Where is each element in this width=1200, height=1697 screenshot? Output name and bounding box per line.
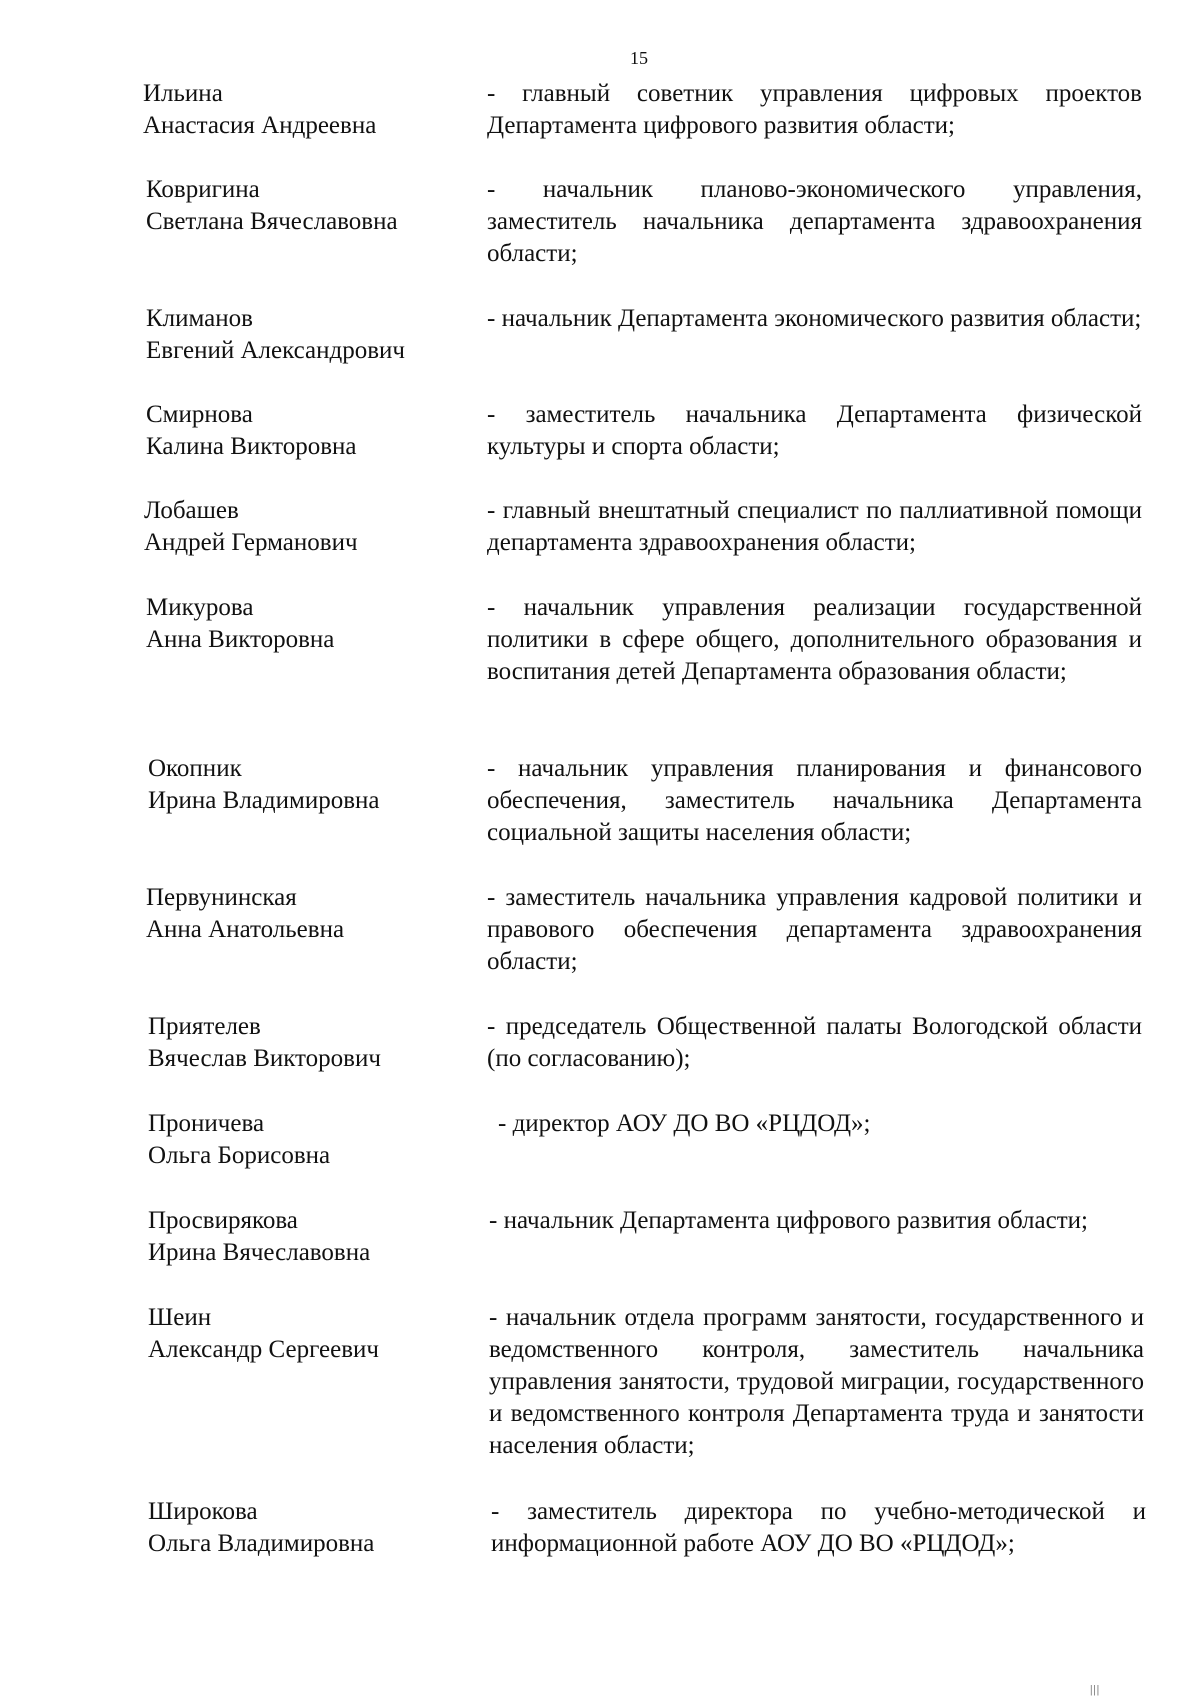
member-position: - заместитель начальника Департамента физической культуры и спорта области; xyxy=(487,401,1142,460)
member-given-names: Калина Викторовна xyxy=(146,433,357,460)
member-surname: Ильина xyxy=(143,80,223,107)
member-surname: Просвирякова xyxy=(148,1207,298,1234)
member-name xyxy=(148,1205,478,1269)
member-name xyxy=(146,399,476,463)
member-position: - главный внештатный специалист по паллиативной помощи департамента здравоохранения области; xyxy=(487,497,1142,556)
member-position: - начальник управления реализации государственной политики в сфере общего, дополнительного образования и воспитания детей Департамента образования области; xyxy=(487,594,1142,685)
page-number: 15 xyxy=(630,48,648,68)
member-name xyxy=(148,1108,478,1172)
member-given-names: Ирина Владимировна xyxy=(148,787,380,814)
member-name xyxy=(146,303,476,367)
member-position: - председатель Общественной палаты Вологодской области (по согласованию); xyxy=(487,1013,1142,1072)
member-surname: Приятелев xyxy=(148,1013,261,1040)
member-name xyxy=(143,78,473,142)
member-given-names: Ольга Владимировна xyxy=(148,1530,375,1557)
member-given-names: Вячеслав Викторович xyxy=(148,1045,381,1072)
member-name xyxy=(148,1011,478,1075)
member-surname: Широкова xyxy=(148,1498,258,1525)
member-given-names: Ирина Вячеславовна xyxy=(148,1239,371,1266)
member-position: - начальник отдела программ занятости, государственного и ведомственного контроля, заместитель начальника управления занятости, трудовой миграции, государственного и ведомственного контроля Департамента труда и занятости населения области; xyxy=(489,1304,1144,1459)
member-given-names: Анна Викторовна xyxy=(146,626,335,653)
member-name xyxy=(148,753,478,817)
member-surname: Смирнова xyxy=(146,401,253,428)
member-surname: Первунинская xyxy=(146,884,297,911)
member-position: - директор АОУ ДО ВО «РЦДОД»; xyxy=(498,1110,871,1137)
member-position: - начальник планово-экономического управления, заместитель начальника департамента здравоохранения области; xyxy=(487,176,1142,267)
member-name xyxy=(146,592,476,656)
member-name xyxy=(148,1302,478,1366)
member-surname: Лобашев xyxy=(144,497,239,524)
member-surname: Шеин xyxy=(148,1304,212,1331)
member-surname: Ковригина xyxy=(146,176,260,203)
member-position: - начальник управления планирования и финансового обеспечения, заместитель начальника Департамента социальной защиты населения области; xyxy=(487,755,1142,846)
member-name xyxy=(146,882,476,946)
member-surname: Окопник xyxy=(148,755,242,782)
member-given-names: Светлана Вячеславовна xyxy=(146,208,398,235)
member-position: - заместитель директора по учебно-методической и информационной работе АОУ ДО ВО «РЦДОД»; xyxy=(491,1498,1146,1557)
member-given-names: Анна Анатольевна xyxy=(146,916,345,943)
member-surname: Микурова xyxy=(146,594,254,621)
member-given-names: Евгений Александрович xyxy=(146,337,405,364)
member-position: - главный советник управления цифровых проектов Департамента цифрового развития области; xyxy=(487,80,1142,139)
member-given-names: Александр Сергеевич xyxy=(148,1336,379,1363)
member-surname: Проничева xyxy=(148,1110,265,1137)
member-name xyxy=(148,1496,478,1560)
member-position: - начальник Департамента экономического развития области; xyxy=(487,305,1142,332)
member-given-names: Анастасия Андреевна xyxy=(143,112,377,139)
scan-edge-marks: ||| xyxy=(1090,1682,1101,1696)
member-name xyxy=(146,174,476,238)
member-name xyxy=(144,495,474,559)
member-given-names: Ольга Борисовна xyxy=(148,1142,331,1169)
member-position: - начальник Департамента цифрового развития области; xyxy=(489,1207,1088,1234)
member-position: - заместитель начальника управления кадровой политики и правового обеспечения департамента здравоохранения области; xyxy=(487,884,1142,975)
member-given-names: Андрей Германович xyxy=(144,529,358,556)
member-surname: Климанов xyxy=(146,305,253,332)
